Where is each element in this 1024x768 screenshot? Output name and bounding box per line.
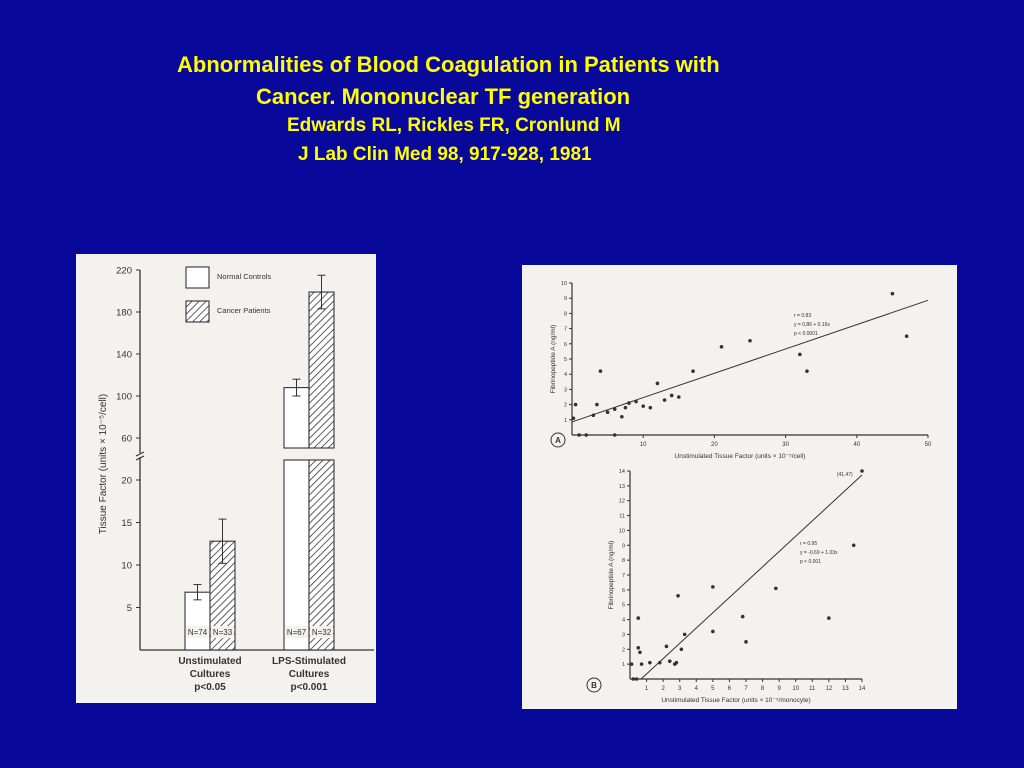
data-point xyxy=(798,353,802,357)
x-tick-label: 2 xyxy=(661,686,665,692)
x-tick-label: 7 xyxy=(744,686,748,692)
y-tick-label: 2 xyxy=(621,647,625,654)
data-point xyxy=(640,662,644,666)
y-tick-label: 20 xyxy=(121,475,132,487)
y-axis-label: Tissue Factor (units × 10⁻⁵/cell) xyxy=(98,393,109,535)
x-tick-label: 50 xyxy=(924,442,932,448)
legend-label: Cancer Patients xyxy=(217,306,271,315)
n-label: N=32 xyxy=(311,628,332,637)
data-point xyxy=(627,401,631,405)
data-point xyxy=(613,407,617,411)
y-tick-label: 10 xyxy=(560,281,567,287)
bar-lower-segment xyxy=(284,460,309,650)
x-tick-label: 5 xyxy=(711,686,715,692)
y-tick-label: 1 xyxy=(621,662,625,669)
data-point xyxy=(675,661,679,665)
data-point xyxy=(905,334,909,338)
data-point xyxy=(592,413,596,417)
x-tick-label: 1 xyxy=(644,686,649,692)
y-tick-label: 6 xyxy=(563,341,567,348)
data-point xyxy=(744,640,748,644)
data-point xyxy=(572,416,576,420)
x-tick-label: 30 xyxy=(782,442,789,448)
stat-annotation: r = 0.95 xyxy=(800,541,818,547)
category-label: p<0.05 xyxy=(194,682,226,693)
x-axis-label: Unstimulated Tissue Factor (units × 10⁻⁵/monocyte) xyxy=(661,697,811,704)
data-point xyxy=(860,469,864,473)
x-tick-label: 10 xyxy=(639,442,647,448)
data-point xyxy=(677,395,681,399)
data-point xyxy=(711,585,715,589)
data-point xyxy=(658,661,662,665)
scatter-charts xyxy=(522,265,957,709)
regression-line xyxy=(572,300,928,422)
data-point xyxy=(595,403,599,407)
y-tick-label: 10 xyxy=(121,560,132,572)
bar xyxy=(185,592,210,650)
y-tick-label: 5 xyxy=(621,602,625,609)
data-point xyxy=(680,647,684,651)
data-point xyxy=(574,403,578,407)
n-label: N=74 xyxy=(187,628,208,637)
y-tick-label: 4 xyxy=(563,372,567,379)
data-point xyxy=(656,382,660,386)
stat-annotation: y = 0.86 + 0.16x xyxy=(794,322,830,328)
x-tick-label: 11 xyxy=(809,686,816,692)
x-tick-label: 6 xyxy=(727,686,732,692)
data-point xyxy=(891,292,895,296)
data-point xyxy=(638,650,642,654)
scatter-charts-panel xyxy=(522,265,957,709)
title-line-1: Abnormalities of Blood Coagulation in Patients with xyxy=(177,52,720,77)
y-tick-label: 13 xyxy=(618,483,625,490)
y-tick-label: 4 xyxy=(621,617,625,624)
y-tick-label: 9 xyxy=(563,296,567,303)
data-point xyxy=(691,369,695,373)
legend-label: Normal Controls xyxy=(217,272,272,281)
data-point xyxy=(827,616,831,620)
x-tick-label: 8 xyxy=(760,686,765,692)
category-label: Unstimulated xyxy=(178,656,242,667)
n-label: N=33 xyxy=(212,628,233,637)
data-point xyxy=(620,415,624,419)
data-point xyxy=(624,406,628,410)
data-point xyxy=(636,646,640,650)
stat-annotation: p < 0.001 xyxy=(800,559,821,565)
y-tick-label: 5 xyxy=(563,357,567,363)
y-tick-label: 6 xyxy=(621,587,625,594)
y-tick-label: 8 xyxy=(563,311,567,318)
y-tick-label: 5 xyxy=(126,603,132,614)
y-tick-label: 180 xyxy=(116,307,132,319)
data-point xyxy=(676,594,680,598)
legend-swatch xyxy=(186,301,209,322)
y-tick-label: 1 xyxy=(563,417,567,424)
data-point xyxy=(663,398,667,402)
data-point xyxy=(599,369,603,373)
category-label: LPS-Stimulated xyxy=(272,656,346,667)
y-tick-label: 8 xyxy=(621,558,625,565)
y-tick-label: 140 xyxy=(116,349,132,361)
data-point xyxy=(668,659,672,663)
y-tick-label: 15 xyxy=(121,518,132,529)
category-label: p<0.001 xyxy=(290,682,328,693)
data-point xyxy=(641,404,645,408)
stat-annotation: p < 0.0001 xyxy=(794,331,818,337)
y-tick-label: 10 xyxy=(618,528,625,535)
data-point xyxy=(606,410,610,414)
data-point xyxy=(748,339,752,343)
y-tick-label: 11 xyxy=(619,513,625,520)
y-tick-label: 9 xyxy=(621,543,625,550)
data-point xyxy=(683,633,687,637)
stat-annotation: y = -0.69 + 1.03x xyxy=(800,550,838,556)
x-tick-label: 4 xyxy=(694,686,698,692)
x-tick-label: 12 xyxy=(825,686,833,692)
y-tick-label: 3 xyxy=(621,632,625,639)
x-tick-label: 13 xyxy=(842,686,849,692)
legend-swatch xyxy=(186,267,209,288)
category-label: Cultures xyxy=(189,669,231,680)
data-point xyxy=(648,661,652,665)
data-point xyxy=(649,406,653,410)
data-point xyxy=(711,630,715,634)
data-point xyxy=(632,677,636,681)
data-point xyxy=(665,645,669,649)
y-tick-label: 3 xyxy=(563,387,567,394)
category-label: Cultures xyxy=(288,669,330,680)
data-point xyxy=(774,587,778,591)
y-tick-label: 7 xyxy=(563,326,567,333)
y-tick-label: 220 xyxy=(116,265,132,277)
data-point xyxy=(852,543,856,547)
bar xyxy=(309,292,334,448)
data-point xyxy=(630,662,634,666)
y-axis-label: Fibrinopeptide A (ng/ml) xyxy=(608,540,615,610)
x-tick-label: 14 xyxy=(858,686,866,692)
data-point xyxy=(613,433,617,437)
x-axis-label: Unstimulated Tissue Factor (units × 10⁻⁵/cell) xyxy=(674,453,806,460)
scatter-plot-b xyxy=(587,469,866,704)
data-point xyxy=(670,394,674,398)
y-tick-label: 7 xyxy=(621,573,625,579)
data-point xyxy=(805,369,809,373)
y-axis-label: Fibrinopeptide A (ng/ml) xyxy=(550,324,557,394)
data-point xyxy=(577,433,581,437)
data-point xyxy=(634,400,638,404)
x-tick-label: 9 xyxy=(777,686,781,692)
title-line-2: Cancer. Mononuclear TF generation xyxy=(256,84,631,109)
citation-line: J Lab Clin Med 98, 917-928, 1981 xyxy=(298,144,592,165)
bar xyxy=(284,388,309,448)
bar-chart-panel xyxy=(76,254,376,703)
data-point xyxy=(741,615,745,619)
panel-label: A xyxy=(555,436,561,445)
scatter-plot-a xyxy=(550,281,932,460)
bar-lower-segment xyxy=(309,460,334,650)
point-label: (41,47) xyxy=(836,472,853,478)
panel-label: B xyxy=(591,681,597,690)
x-tick-label: 40 xyxy=(853,442,861,448)
stat-annotation: r = 0.83 xyxy=(794,313,812,319)
y-tick-label: 12 xyxy=(618,498,625,505)
x-tick-label: 20 xyxy=(711,442,718,448)
y-tick-label: 14 xyxy=(618,469,625,475)
y-tick-label: 100 xyxy=(116,391,132,403)
data-point xyxy=(720,345,724,349)
bar-chart xyxy=(76,254,376,703)
n-label: N=67 xyxy=(286,628,307,637)
regression-line xyxy=(641,475,862,679)
data-point xyxy=(584,433,588,437)
authors-line: Edwards RL, Rickles FR, Cronlund M xyxy=(287,115,621,136)
data-point xyxy=(635,677,639,681)
x-tick-label: 10 xyxy=(792,686,800,692)
data-point xyxy=(636,616,640,620)
x-tick-label: 3 xyxy=(678,686,682,692)
y-tick-label: 60 xyxy=(121,433,132,445)
y-tick-label: 2 xyxy=(563,402,567,409)
